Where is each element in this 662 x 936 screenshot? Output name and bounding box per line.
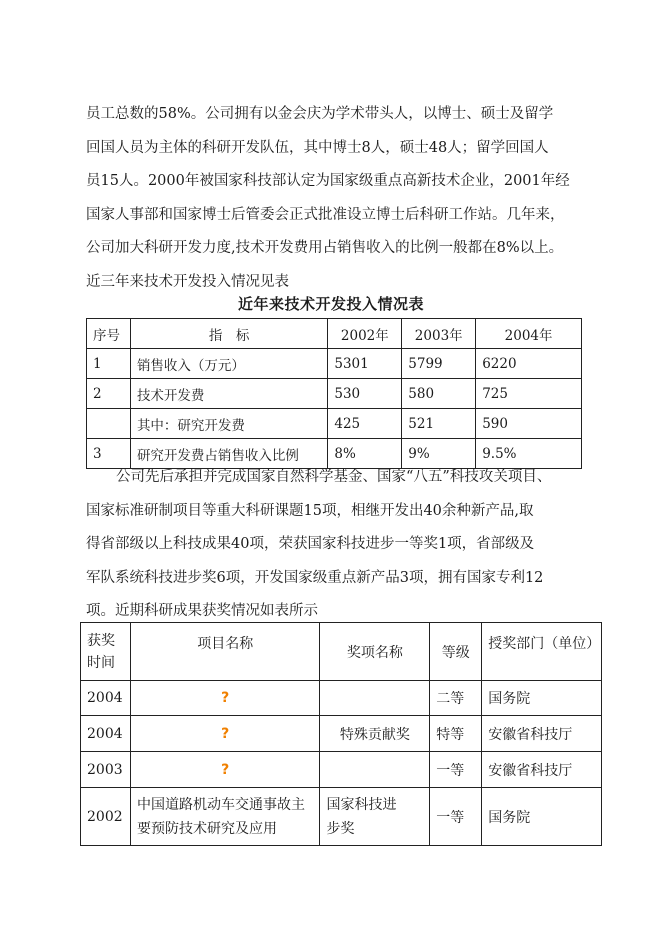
rd-investment-table — [86, 318, 582, 469]
text-line: 员15人。2000年被国家科技部认定为国家级重点高新技术企业，2001年经 — [86, 173, 570, 190]
table-cell: 安徽省科技厅 — [482, 752, 602, 788]
table-cell — [87, 409, 131, 439]
header-cell: 授奖部门（单位） — [482, 623, 602, 681]
table-cell: 9% — [402, 439, 476, 469]
table-cell: 530 — [328, 379, 402, 409]
text-line: 军队系统科技进步奖6项，开发国家级重点新产品3项，拥有国家专利12 — [86, 569, 544, 586]
table-cell: 二等 — [430, 681, 482, 716]
table-header-row — [81, 623, 602, 681]
table-cell: 一等 — [430, 752, 482, 788]
header-cell: 项目名称 — [130, 623, 320, 681]
text-line: 公司先后承担并完成国家自然科学基金、国家“八五”科技攻关项目、 — [116, 469, 552, 485]
table-cell: 580 — [402, 379, 476, 409]
header-cell: 序号 — [87, 319, 131, 349]
table-cell: 2004 — [81, 716, 131, 752]
table-cell: 2004 — [81, 681, 131, 716]
header-cell: 2004年 — [476, 319, 582, 349]
unknown-project-placeholder: ? — [130, 716, 320, 752]
table-cell: 其中：研究开发费 — [130, 409, 327, 439]
table-cell: 6220 — [476, 349, 582, 379]
table-cell — [320, 681, 430, 716]
table-row — [87, 349, 582, 379]
header-cell: 获奖时间 — [81, 623, 131, 681]
table-title: 近年来技术开发投入情况表 — [237, 295, 424, 313]
text-line: 国家人事部和国家博士后管委会正式批准设立博士后科研工作站。几年来， — [86, 206, 565, 223]
table-cell: 725 — [476, 379, 582, 409]
text-line: 近三年来技术开发投入情况见表 — [86, 273, 289, 290]
table-cell: 特等 — [430, 716, 482, 752]
text-line: 得省部级以上科技成果40项，荣获国家科技进步一等奖1项，省部级及 — [86, 536, 535, 553]
header-cell: 等级 — [430, 623, 482, 681]
table-header-row — [87, 319, 582, 349]
table-row — [87, 409, 582, 439]
text-line: 回国人员为主体的科研开发队伍，其中博士8人，硕士48人；留学回国人 — [86, 139, 549, 156]
table-cell: 销售收入（万元） — [130, 349, 327, 379]
table-cell: 8% — [328, 439, 402, 469]
table-row — [81, 752, 602, 788]
header-cell: 指 标 — [130, 319, 327, 349]
header-cell: 2003年 — [402, 319, 476, 349]
table-cell — [320, 752, 430, 788]
table-cell: 技术开发费 — [130, 379, 327, 409]
table-cell: 2003 — [81, 752, 131, 788]
table-cell: 5301 — [328, 349, 402, 379]
table-cell: 国家科技进步奖 — [320, 788, 430, 846]
text-line: 项。近期科研成果获奖情况如表所示 — [86, 603, 318, 620]
table-cell: 国务院 — [482, 788, 602, 846]
awards-table — [80, 622, 602, 846]
table-cell: 安徽省科技厅 — [482, 716, 602, 752]
table-row — [87, 379, 582, 409]
unknown-project-placeholder: ? — [130, 681, 320, 716]
table-cell: 9.5% — [476, 439, 582, 469]
text-line: 公司加大科研开发力度,技术开发费用占销售收入的比例一般都在8%以上。 — [86, 240, 564, 257]
table-row — [81, 681, 602, 716]
table-row — [81, 716, 602, 752]
unknown-project-placeholder: ? — [130, 752, 320, 788]
paragraph-intro — [86, 98, 606, 300]
table-cell: 国务院 — [482, 681, 602, 716]
table-cell: 425 — [328, 409, 402, 439]
table-cell: 5799 — [402, 349, 476, 379]
table-cell: 590 — [476, 409, 582, 439]
table-cell: 中国道路机动车交通事故主要预防技术研究及应用 — [130, 788, 320, 846]
table-cell: 研究开发费占销售收入比例 — [130, 439, 327, 469]
table-cell: 特殊贡献奖 — [320, 716, 430, 752]
table-cell: 521 — [402, 409, 476, 439]
header-cell: 奖项名称 — [320, 623, 430, 681]
table-row — [81, 788, 602, 846]
table-cell: 1 — [87, 349, 131, 379]
text-line: 员工总数的58%。公司拥有以金会庆为学术带头人，以博士、硕士及留学 — [86, 106, 554, 122]
header-cell: 2002年 — [328, 319, 402, 349]
paragraph-achievements — [86, 461, 606, 629]
table-cell: 一等 — [430, 788, 482, 846]
table-cell: 2002 — [81, 788, 131, 846]
text-line: 国家标准研制项目等重大科研课题15项，相继开发出40余种新产品,取 — [86, 502, 534, 519]
table-cell: 3 — [87, 439, 131, 469]
table-cell: 2 — [87, 379, 131, 409]
